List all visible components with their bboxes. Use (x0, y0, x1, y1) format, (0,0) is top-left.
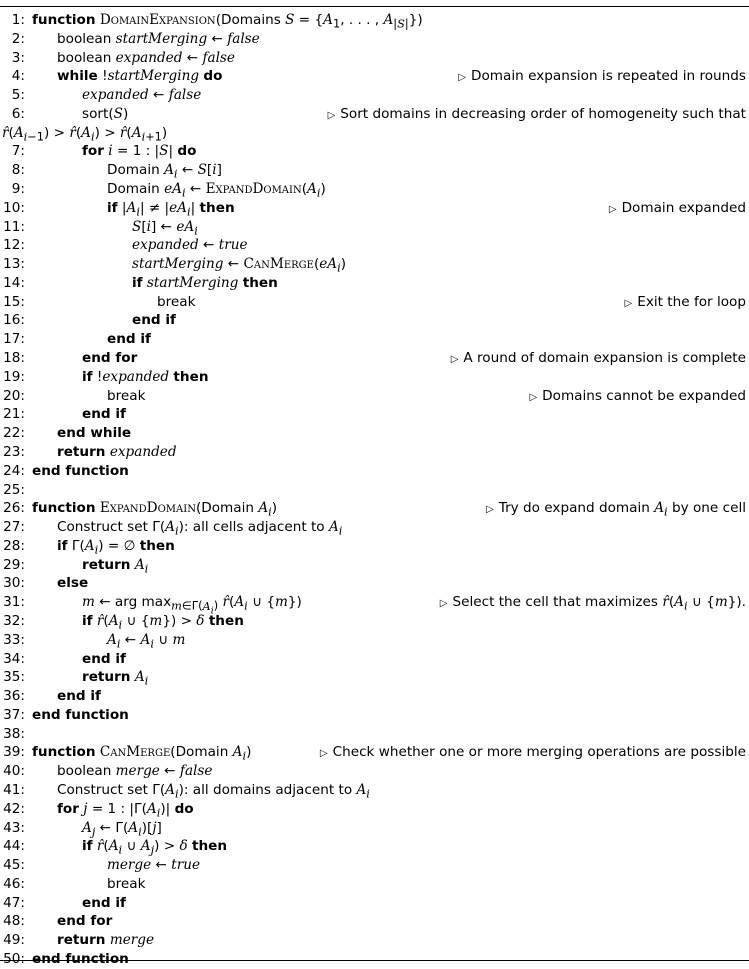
comment-text: Exit the for loop (637, 293, 746, 310)
algorithm-line (0, 574, 749, 593)
line-code: Domain $eA_i$ ← $ExpandDomain(A_i)$ (107, 181, 326, 200)
line-comment (328, 105, 746, 126)
algorithm-line (0, 593, 749, 617)
line-code: end for (82, 350, 138, 367)
comment-triangle-icon: ▷ (486, 504, 494, 516)
line-code: $r̂(A_{i-1})$ > $r̂(A_i)$ > $r̂(A_{i+1})$ (2, 124, 168, 144)
line-code: boolean startMerging ← false (57, 30, 260, 47)
algorithm-line (0, 124, 749, 143)
line-code: for i = 1 : |S| do (82, 143, 197, 160)
line-code: end function (32, 706, 129, 723)
line-number: 5: (11, 87, 25, 104)
line-code: sort(S) (82, 105, 129, 122)
algorithm-line (0, 837, 749, 856)
line-number: 47: (3, 894, 25, 911)
line-code: S[i] ← $eA_i$ (132, 218, 198, 238)
line-code: $A_i$ ← $A_i$ ∪ m (107, 631, 186, 651)
line-number: 6: (11, 105, 25, 122)
line-number: 21: (3, 406, 25, 423)
algorithm-line (0, 800, 749, 819)
algorithm-line (0, 218, 749, 237)
algorithm-line (0, 894, 749, 913)
line-code: end if (132, 312, 176, 329)
line-number: 11: (3, 218, 25, 235)
line-number: 19: (3, 368, 25, 385)
line-code: expanded ← false (82, 87, 202, 104)
algorithm-line (0, 424, 749, 443)
line-code: if !expanded then (82, 368, 209, 385)
line-number: 15: (3, 293, 25, 310)
line-code: else (57, 575, 89, 592)
algorithm-line (0, 236, 749, 255)
algorithm-line (0, 668, 749, 687)
line-number: 20: (3, 387, 25, 404)
line-code: end function (32, 462, 129, 479)
comment-text: Sort domains in decreasing order of homogeneity such that (340, 105, 746, 122)
comment-triangle-icon: ▷ (624, 297, 633, 309)
line-code: function DomainExpansion(Domains $S = \{A_1$, . . . , $A_{|S|}$}) (32, 12, 423, 31)
algorithm-line (0, 142, 749, 161)
algorithm-line (0, 631, 749, 650)
line-code: function ExpandDomain(Domain $A_i$) (32, 500, 278, 519)
line-comment (625, 293, 746, 314)
comment-text: Domain expanded (621, 199, 746, 216)
algorithm-line (0, 612, 749, 631)
algorithm-line (0, 518, 749, 537)
line-code: boolean merge ← false (57, 763, 213, 780)
comment-text: Check whether one or more merging operations are possible (332, 744, 746, 761)
line-code: end while (57, 425, 132, 442)
line-number: 29: (3, 556, 25, 573)
comment-text: A round of domain expansion is complete (463, 350, 746, 367)
line-number: 41: (3, 781, 25, 798)
line-code: function CanMerge(Domain $A_i$) (32, 744, 252, 764)
comment-text: Domain expansion is repeated in rounds (471, 68, 746, 85)
line-number: 36: (3, 688, 25, 705)
line-number: 23: (3, 443, 25, 460)
algorithm-line (0, 931, 749, 950)
line-code: while !startMerging do (57, 68, 223, 85)
line-comment (320, 743, 746, 764)
algorithm-line (0, 706, 749, 725)
line-number: 38: (3, 725, 25, 742)
line-code: for j = 1 : $|\Gamma(A_i)|$ do (57, 800, 194, 820)
comment-triangle-icon: ▷ (608, 203, 617, 215)
line-number: 30: (3, 575, 25, 592)
algorithm-line (0, 349, 749, 368)
line-number: 22: (3, 425, 25, 442)
line-code: end for (57, 913, 113, 930)
algorithm-line (0, 462, 749, 481)
comment-triangle-icon: ▷ (529, 391, 538, 403)
algorithm-line (0, 199, 749, 218)
line-comment (451, 349, 746, 370)
bottom-rule (0, 960, 749, 961)
line-number: 37: (3, 706, 25, 723)
line-number: 24: (3, 462, 25, 479)
line-number: 39: (3, 744, 25, 761)
algorithm-line (0, 556, 749, 575)
line-number: 32: (3, 612, 25, 629)
line-number: 13: (3, 256, 25, 273)
algorithm-line (0, 368, 749, 387)
algorithm-line (0, 405, 749, 424)
algorithm-line (0, 274, 749, 293)
algorithm-line (0, 856, 749, 875)
line-number: 42: (3, 800, 25, 817)
top-rule (0, 6, 749, 7)
algorithm-line (0, 30, 749, 49)
line-number: 7: (11, 143, 25, 160)
line-code: break (157, 293, 196, 310)
line-number: 31: (3, 594, 25, 611)
line-code: if startMerging then (132, 274, 278, 291)
algorithm-line (0, 86, 749, 105)
comment-triangle-icon: ▷ (458, 72, 466, 84)
line-code: startMerging ← $CanMerge(eA_i)$ (132, 256, 347, 275)
line-number: 14: (3, 274, 25, 291)
algorithm-line (0, 161, 749, 180)
line-number: 25: (3, 481, 25, 498)
line-code: break (107, 387, 146, 404)
line-number: 50: (3, 951, 25, 967)
line-number: 33: (3, 631, 25, 648)
algorithm-line (0, 650, 749, 669)
line-code: if $r̂(A_i$ ∪ {m}) > δ then (82, 612, 244, 632)
algorithm-line (0, 180, 749, 199)
line-code: return merge (57, 932, 154, 949)
line-number: 3: (11, 49, 25, 66)
algorithm-line (0, 481, 749, 500)
comment-triangle-icon: ▷ (319, 748, 328, 760)
line-number: 12: (3, 237, 25, 254)
algorithm-line (0, 11, 749, 30)
algorithm-line (0, 311, 749, 330)
algorithm-line (0, 537, 749, 556)
line-number: 46: (3, 875, 25, 892)
algorithm-line (0, 762, 749, 781)
line-number: 2: (11, 30, 25, 47)
line-number: 49: (3, 932, 25, 949)
line-number: 26: (3, 500, 25, 517)
line-comment (458, 67, 746, 88)
line-code: end if (57, 688, 101, 705)
line-code: return $A_i$ (82, 556, 149, 576)
line-code: end if (82, 406, 126, 423)
comment-text: Select the cell that maximizes $r̂(A_i$ ∪ {m}). (452, 594, 746, 613)
line-code: merge ← true (107, 857, 200, 874)
line-number: 27: (3, 519, 25, 536)
line-number: 35: (3, 669, 25, 686)
line-code: $A_j$ ← $\Gamma(A_i)[j]$ (82, 819, 162, 839)
line-code: end function (32, 951, 129, 967)
algorithm-line (0, 743, 749, 762)
algorithm-line (0, 725, 749, 744)
line-code: return $A_i$ (82, 669, 149, 689)
line-code: expanded ← true (132, 237, 248, 254)
line-code: end if (82, 650, 126, 667)
line-code: boolean expanded ← false (57, 49, 235, 66)
line-number: 40: (3, 763, 25, 780)
line-comment (529, 387, 746, 408)
line-code: break (107, 875, 146, 892)
line-number: 1: (11, 12, 25, 28)
line-number: 16: (3, 312, 25, 329)
algorithm-line (0, 67, 749, 86)
line-code: if $|A_i| \ne |eA_i|$ then (107, 199, 235, 219)
algorithm-line (0, 293, 749, 312)
line-code: Construct set $\Gamma(A_i)$: all cells adjacent to $A_i$ (57, 519, 343, 538)
algorithm-line (0, 499, 749, 518)
algorithm-line (0, 330, 749, 349)
algorithm-line (0, 387, 749, 406)
line-number: 10: (3, 199, 25, 216)
line-code: end if (82, 894, 126, 911)
line-number: 17: (3, 331, 25, 348)
line-code: m ← arg $\max_{m\in\Gamma(A_i)}$ $r̂(A_i$ ∪ {m}) (82, 594, 302, 617)
line-number: 4: (11, 68, 25, 85)
comment-triangle-icon: ▷ (450, 354, 459, 366)
line-number: 48: (3, 913, 25, 930)
line-number: 18: (3, 350, 25, 367)
algorithm-line (0, 781, 749, 800)
line-code: if $r̂(A_i$ ∪ $A_j) > \delta$ then (82, 838, 228, 858)
algorithm-line (0, 443, 749, 462)
algorithm-line (0, 819, 749, 838)
algorithm-line (0, 105, 749, 124)
algorithm-line (0, 875, 749, 894)
line-code: Domain $A_i$ ← S[i] (107, 162, 222, 181)
algorithm-line (0, 49, 749, 68)
line-number: 9: (11, 181, 25, 198)
line-number: 44: (3, 838, 25, 855)
comment-triangle-icon: ▷ (327, 109, 336, 121)
algorithm-line (0, 255, 749, 274)
algorithm-line (0, 912, 749, 931)
comment-text: Domains cannot be expanded (542, 387, 746, 404)
line-number: 8: (11, 162, 25, 179)
line-comment (609, 199, 746, 220)
line-code: Construct set $\Gamma(A_i)$: all domains adjacent to $A_i$ (57, 781, 370, 801)
line-code: end if (107, 331, 151, 348)
line-code: if $\Gamma(A_i)$ = ∅ then (57, 537, 175, 557)
comment-text: Try do expand domain $A_i$ by one cell (498, 500, 746, 519)
line-number: 45: (3, 857, 25, 874)
algorithm-line (0, 687, 749, 706)
comment-triangle-icon: ▷ (439, 598, 448, 610)
line-number: 43: (3, 819, 25, 836)
line-code: return expanded (57, 443, 177, 460)
line-number: 34: (3, 650, 25, 667)
line-number: 28: (3, 537, 25, 554)
